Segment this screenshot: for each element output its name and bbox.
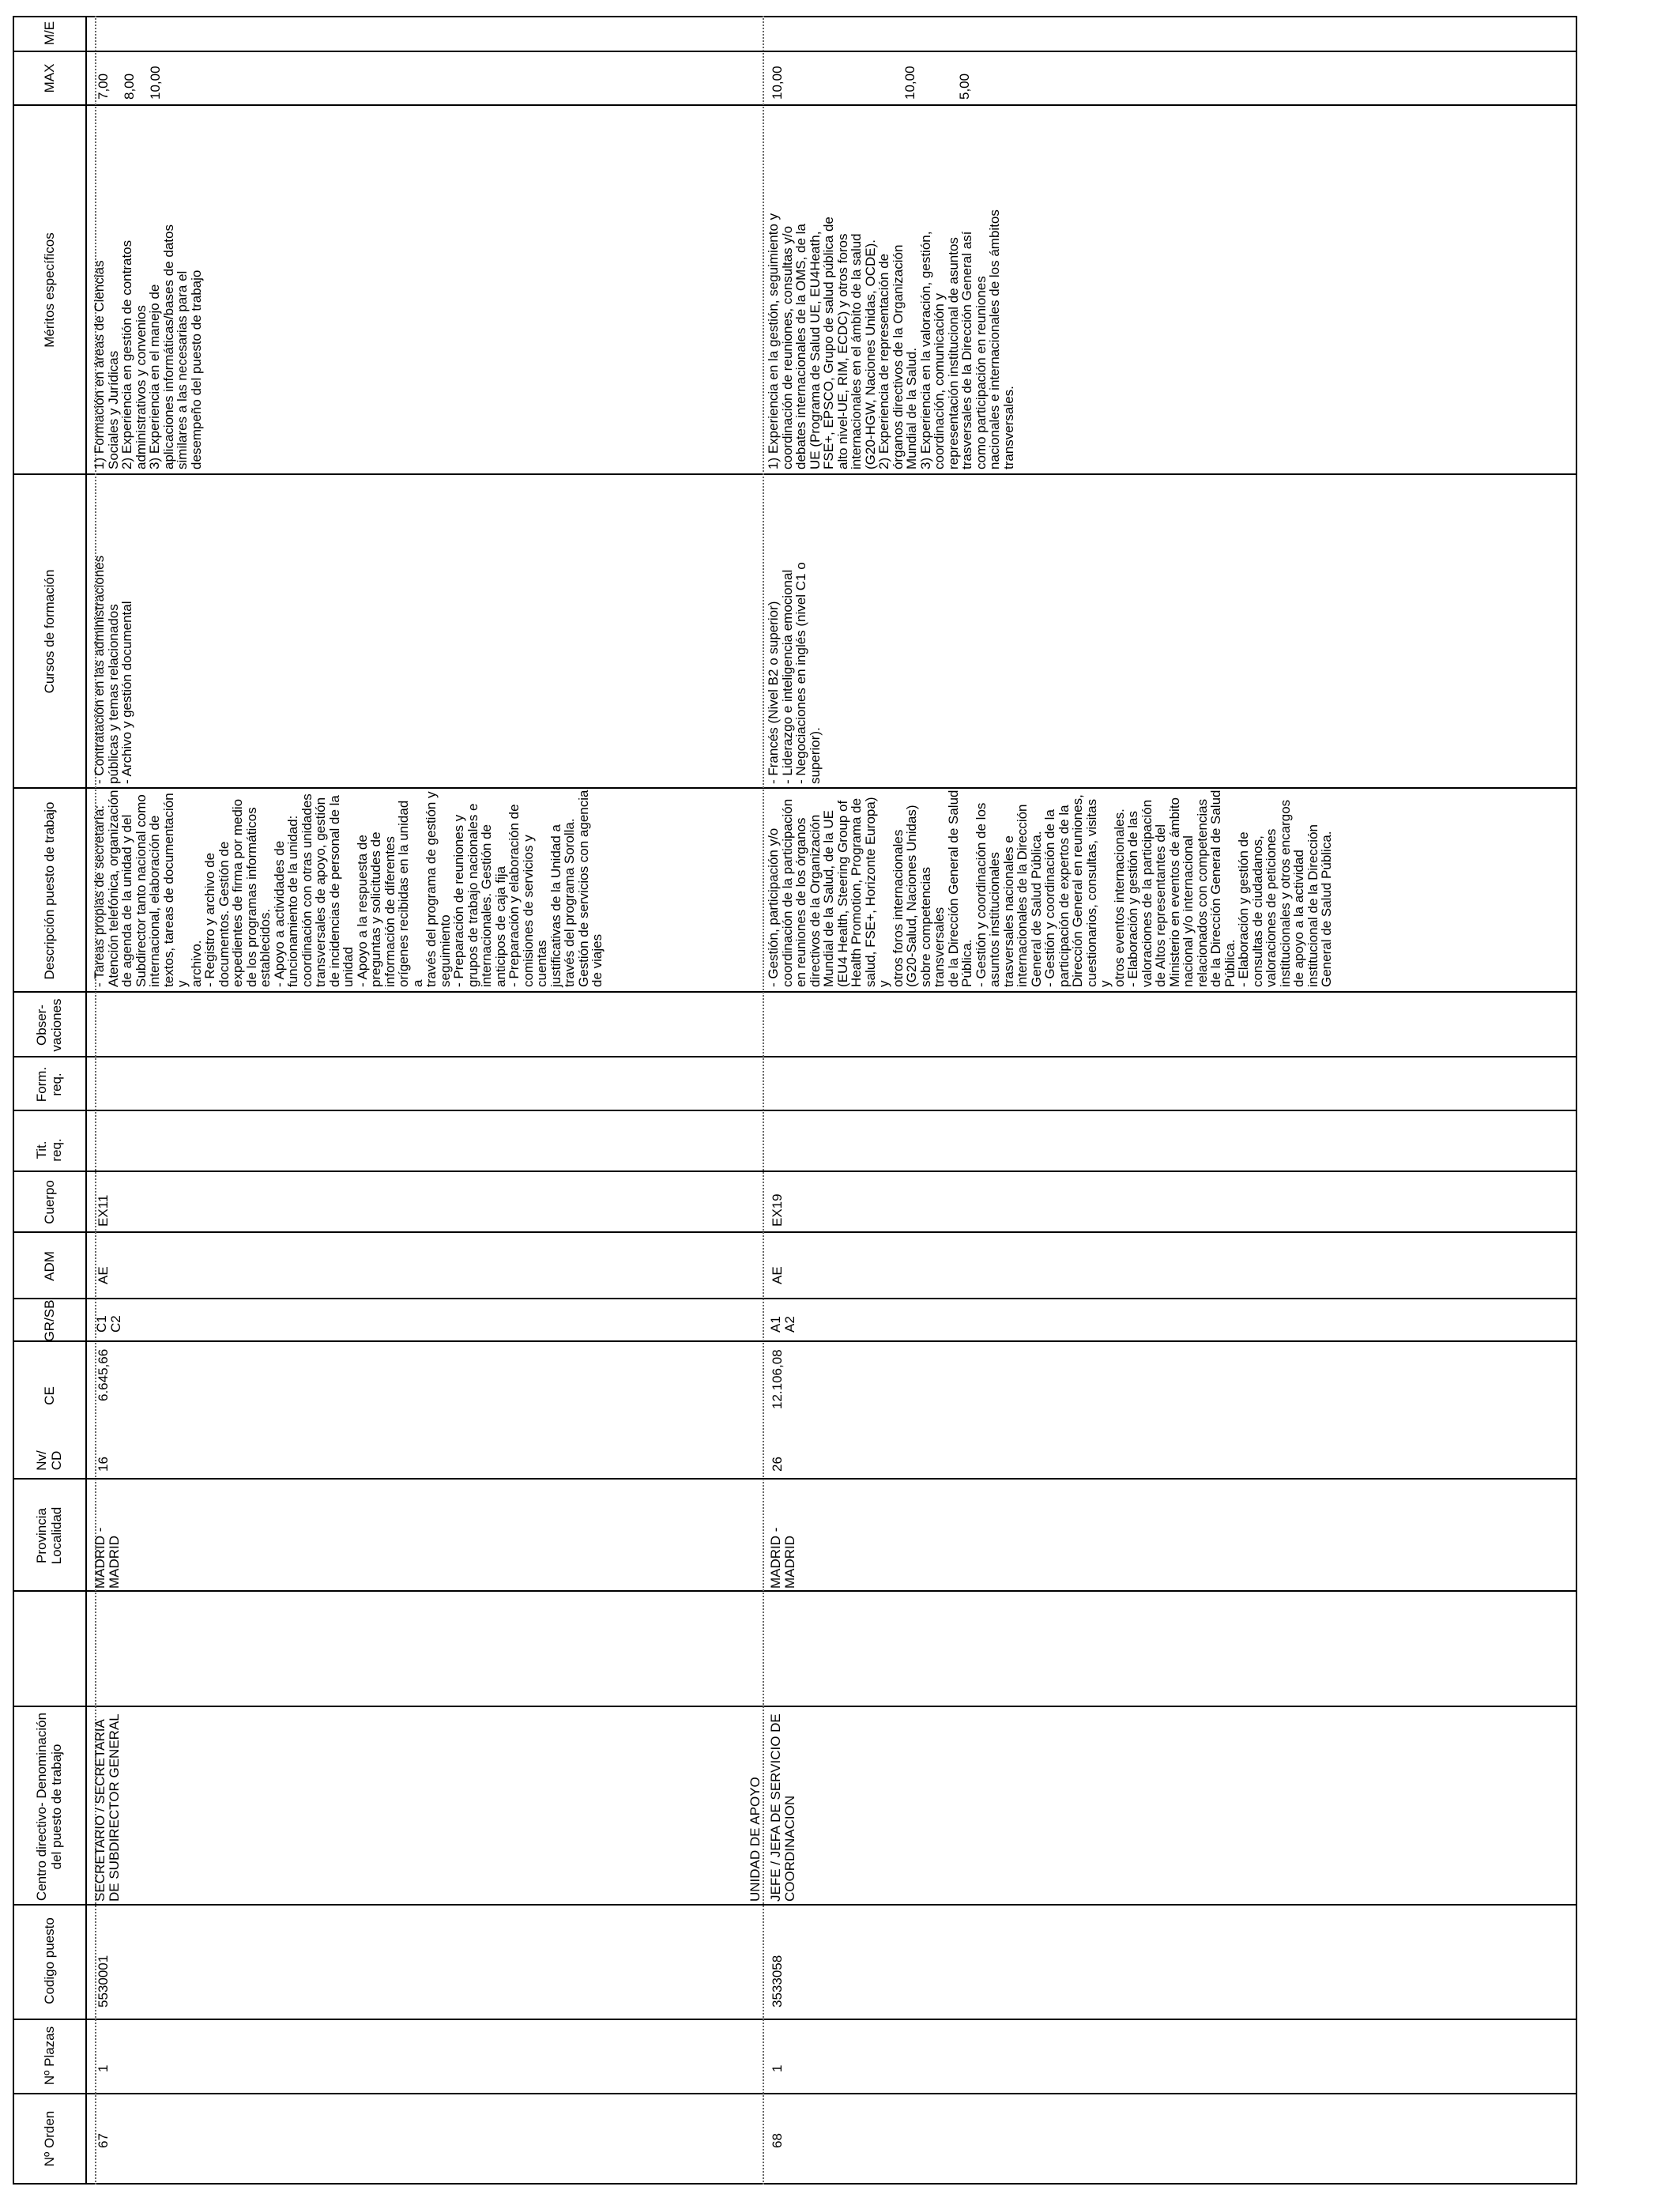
row-cursos: - Francés (Nivel B2 o superior) - Liderazgo e inteligencia emocional - Negociaciones en inglés (nivel C1 o superior). — [766, 562, 823, 784]
col-divider — [13, 473, 1577, 475]
row-centro-heading: UNIDAD DE APOYO — [748, 1777, 763, 1902]
row-max-3: 10,00 — [148, 66, 163, 100]
row-adm: AE — [770, 1266, 785, 1284]
col-divider — [13, 1171, 1577, 1172]
col-divider — [13, 991, 1577, 993]
col-divider — [13, 787, 1577, 789]
row-orden: 67 — [96, 2133, 111, 2148]
col-divider — [13, 1706, 1577, 1707]
header-formacion: Form. req. — [34, 1066, 64, 1103]
header-meritos: Méritos específicos — [41, 232, 57, 348]
header-plazas: Nº Plazas — [41, 2026, 57, 2086]
row-adm: AE — [96, 1266, 111, 1284]
row-plazas: 1 — [770, 2064, 785, 2072]
col-divider — [13, 1110, 1577, 1111]
row-meritos: 1) Experiencia en la gestión, seguimiento y coordinación de reuniones, consultas y/o debates internacionales de la OMS, de la UE (Programa de Salud UE, EU4Heath, FSE+, EPSCO, Grupo de salud pública de alto nivel-UE, RIM, ECDC) y otros foros internacionales en el ámbito de la salud (G20-HGW, Naciones Unidas, OCDE). 2) Experiencia de representación de órganos directivos de la Organización Mundial de la Salud. 3) Experiencia en la valoración, gestión, coordinación, comunicación y representación institucional de asuntos trasversales de la Dirección General así como participación en reuniones nacionales e internacionales de los ámbitos transversales. — [766, 209, 1016, 469]
header-provincia: Provincia Localidad — [34, 1506, 64, 1565]
header-adm: ADM — [41, 1251, 57, 1281]
row-grupo: A1 A2 — [768, 1316, 797, 1333]
row-nivel: 16 — [96, 1457, 111, 1472]
row-ce: 6.645,66 — [96, 1348, 111, 1401]
header-ce: CE — [41, 1386, 57, 1405]
row-nivel: 26 — [770, 1457, 785, 1472]
header-orden: Nº Orden — [41, 2110, 57, 2167]
row-descripcion: - Tareas propias de secretaría: Atención telefónica, organización de agenda de la unidad y del Subdirector tanto nacional como internacional, elaboración de textos, tareas de documentación y archivo. - Registro y archivo de documentos. Gestión de expedientes de firma por medio de los programas informáticos establecidos. - Apoyo a actividades de funcionamiento de la unidad: coordinación con otras unidades transversales de apoyo, gestión de incidencias de personal de la unidad - Apoyo a la respuesta de preguntas y solicitudes de información de diferentes orígenes recibidas en la unidad a través del programa de gestión y seguimiento - Preparación de reuniones y grupos de trabajo nacionales e internacionales. Gestión de anticipos de caja fija - Preparación y elaboración de comisiones de servicios y cuentas justificativas de la Unidad a través del programa Sorolla. Gestión de servicios con agencia de viajes — [92, 790, 605, 987]
col-divider — [13, 1340, 1577, 1342]
row-codigo: 3533058 — [770, 1955, 785, 2007]
row-max-2: 10,00 — [902, 66, 917, 100]
row-centro: SECRETARIO / SECRETARIA DE SUBDIRECTOR GENERAL — [92, 1713, 122, 1902]
col-divider — [13, 1298, 1577, 1299]
header-me: M/E — [41, 21, 57, 46]
row-provincia: MADRID - MADRID — [92, 1527, 122, 1589]
col-divider — [13, 1590, 1577, 1592]
col-divider — [13, 1478, 1577, 1480]
header-cursos: Cursos de formación — [41, 569, 57, 694]
row-cuerpo: EX11 — [96, 1194, 111, 1227]
row-guide — [763, 16, 764, 2185]
col-divider — [13, 1231, 1577, 1233]
row-max-1: 7,00 — [96, 73, 111, 100]
header-descripcion: Descripción puesto de trabajo — [41, 801, 57, 980]
row-descripcion: - Gestión, participación y/o coordinación de la participación en reuniones de los órganos directivos de la Organización Mundial de la Salud, de la UE (EU4 Health, Steering Group of Health Promotion, Programa de salud, FSE+, Horizonte Europa) y otros foros internacionales (G20-Salud, Naciones Unidas) sobre competencias transversales de la Dirección General de Salud Pública. - Gestión y coordinación de los asuntos institucionales trasversales nacionales e internacionales de la Dirección General de Salud Pública. - Gestión y coordinación de la participación de expertos de la Dirección General en reuniones, cuestionarios, consultas, visitas y otros eventos internacionales. - Elaboración y gestión de las valoraciones de la participación de Altos representantes del Ministerio en eventos de ámbito nacional y/o internacional relacionados con competencias de la Dirección General de Salud Pública. - Elaboración y gestión de consultas de ciudadanos, valoraciones de peticiones institucionales y otros encargos de apoyo a la actividad institucional de la Dirección General de Salud Pública. — [766, 790, 1334, 987]
header-observaciones: Obser- vaciones — [34, 998, 64, 1052]
col-divider — [13, 104, 1577, 106]
header-cuerpo: Cuerpo — [41, 1180, 57, 1224]
row-max-1: 10,00 — [770, 66, 785, 100]
row-meritos: 1) Formación en áreas de Ciencias Sociales y Jurídicas 2) Experiencia en gestión de contratos administrativos y convenios 3) Experiencia en el manejo de aplicaciones informáticas/bases de datos similares a las necesarias para el desempeño del puesto de trabajo — [92, 224, 204, 469]
row-max-2: 8,00 — [122, 73, 137, 100]
row-provincia: MADRID - MADRID — [768, 1527, 797, 1589]
col-divider — [13, 1056, 1577, 1057]
header-centro: Centro directivo- Denominación del puesto de trabajo — [34, 1712, 64, 1902]
col-divider — [13, 2019, 1577, 2020]
row-max-3: 5,00 — [957, 73, 972, 100]
row-centro: JEFE / JEFA DE SERVICIO DE COORDINACION — [768, 1713, 797, 1902]
row-cursos: - Contratación en las administraciones públicas y temas relacionados - Archivo y gestión documental — [92, 555, 134, 784]
row-codigo: 5530001 — [96, 1955, 111, 2007]
row-ce: 12.106,08 — [770, 1349, 785, 1409]
row-plazas: 1 — [96, 2064, 111, 2072]
col-divider — [13, 2093, 1577, 2094]
row-cuerpo: EX19 — [770, 1193, 785, 1227]
header-titulacion: Tit. req. — [34, 1138, 64, 1162]
row-grupo: C1 C2 — [94, 1315, 123, 1333]
col-divider — [13, 1904, 1577, 1906]
header-codigo: Codigo puesto — [41, 1917, 57, 2004]
header-max: MAX — [41, 63, 57, 93]
header-grupo: GR/SB — [41, 1299, 57, 1342]
row-orden: 68 — [770, 2133, 785, 2148]
header-divider — [85, 16, 87, 2185]
col-divider — [13, 51, 1577, 52]
header-nivel: Nv/ CD — [34, 1450, 64, 1471]
